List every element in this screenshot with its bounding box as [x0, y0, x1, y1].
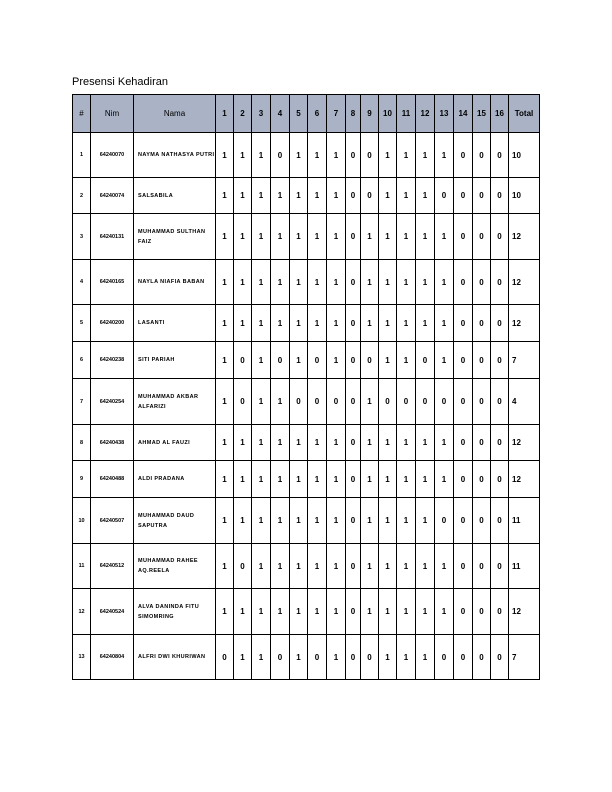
attendance-mark: 1: [379, 635, 397, 680]
attendance-mark: 1: [252, 544, 271, 589]
attendance-mark: 1: [216, 461, 234, 498]
attendance-mark: 1: [216, 305, 234, 342]
header-meeting-4: 4: [271, 95, 290, 133]
header-no: #: [73, 95, 91, 133]
table-row: [73, 133, 540, 178]
attendance-mark: 1: [234, 425, 252, 461]
row-number: 1: [73, 133, 91, 178]
attendance-mark: 1: [271, 589, 290, 635]
student-name: LASANTI: [134, 305, 216, 342]
row-number: 13: [73, 635, 91, 680]
attendance-mark: 1: [379, 425, 397, 461]
attendance-mark: 0: [491, 635, 509, 680]
attendance-mark: 1: [308, 133, 327, 178]
attendance-mark: 1: [234, 260, 252, 305]
attendance-mark: 0: [491, 178, 509, 214]
attendance-mark: 1: [397, 133, 416, 178]
attendance-mark: 1: [416, 425, 435, 461]
attendance-mark: 1: [397, 589, 416, 635]
header-meeting-15: 15: [473, 95, 491, 133]
attendance-total: 10: [509, 178, 540, 214]
attendance-mark: 1: [361, 544, 379, 589]
attendance-mark: 0: [473, 635, 491, 680]
attendance-mark: 1: [252, 498, 271, 544]
attendance-mark: 1: [327, 635, 346, 680]
student-nim: 64240200: [91, 305, 134, 342]
attendance-mark: 1: [327, 498, 346, 544]
attendance-mark: 1: [216, 214, 234, 260]
attendance-mark: 1: [327, 133, 346, 178]
header-meeting-16: 16: [491, 95, 509, 133]
attendance-mark: 0: [346, 260, 361, 305]
attendance-mark: 1: [271, 260, 290, 305]
attendance-mark: 0: [473, 178, 491, 214]
attendance-mark: 1: [252, 461, 271, 498]
row-number: 5: [73, 305, 91, 342]
attendance-mark: 1: [435, 305, 454, 342]
table-row: [73, 498, 540, 544]
student-name: ALVA DANINDA FITU SIMOMRING: [134, 589, 216, 635]
row-number: 12: [73, 589, 91, 635]
attendance-mark: 0: [473, 342, 491, 379]
attendance-mark: 1: [216, 544, 234, 589]
attendance-mark: 0: [454, 589, 473, 635]
attendance-mark: 0: [234, 342, 252, 379]
attendance-mark: 0: [454, 498, 473, 544]
attendance-mark: 0: [454, 214, 473, 260]
attendance-mark: 1: [216, 342, 234, 379]
attendance-mark: 1: [271, 498, 290, 544]
header-meeting-9: 9: [361, 95, 379, 133]
attendance-mark: 0: [346, 589, 361, 635]
header-nim: Nim: [91, 95, 134, 133]
student-name: SALSABILA: [134, 178, 216, 214]
attendance-mark: 1: [290, 544, 308, 589]
page-title: Presensi Kehadiran: [72, 76, 169, 88]
attendance-mark: 0: [454, 544, 473, 589]
attendance-mark: 1: [416, 178, 435, 214]
attendance-mark: 1: [327, 589, 346, 635]
table-row: [73, 379, 540, 425]
attendance-mark: 1: [379, 461, 397, 498]
attendance-mark: 1: [234, 635, 252, 680]
attendance-mark: 0: [454, 635, 473, 680]
row-number: 7: [73, 379, 91, 425]
student-nim: 64240254: [91, 379, 134, 425]
attendance-mark: 1: [308, 544, 327, 589]
student-nim: 64240804: [91, 635, 134, 680]
table-row: [73, 260, 540, 305]
attendance-mark: 1: [379, 305, 397, 342]
attendance-mark: 0: [454, 342, 473, 379]
attendance-mark: 1: [361, 425, 379, 461]
attendance-total: 10: [509, 133, 540, 178]
attendance-mark: 1: [416, 589, 435, 635]
row-number: 8: [73, 425, 91, 461]
student-name: AHMAD AL FAUZI: [134, 425, 216, 461]
attendance-total: 12: [509, 589, 540, 635]
attendance-mark: 0: [491, 214, 509, 260]
attendance-mark: 0: [473, 214, 491, 260]
attendance-mark: 1: [290, 305, 308, 342]
header-meeting-7: 7: [327, 95, 346, 133]
attendance-mark: 1: [327, 425, 346, 461]
attendance-mark: 0: [346, 425, 361, 461]
attendance-mark: 1: [416, 133, 435, 178]
attendance-mark: 0: [290, 379, 308, 425]
attendance-mark: 0: [346, 635, 361, 680]
header-total: Total: [509, 95, 540, 133]
attendance-mark: 0: [473, 498, 491, 544]
attendance-mark: 1: [271, 178, 290, 214]
student-name: SITI PARIAH: [134, 342, 216, 379]
attendance-mark: 1: [290, 498, 308, 544]
attendance-mark: 0: [473, 544, 491, 589]
attendance-mark: 1: [416, 214, 435, 260]
attendance-mark: 0: [379, 379, 397, 425]
attendance-mark: 1: [397, 498, 416, 544]
attendance-mark: 1: [252, 178, 271, 214]
header-meeting-14: 14: [454, 95, 473, 133]
attendance-mark: 1: [290, 342, 308, 379]
attendance-mark: 1: [308, 305, 327, 342]
attendance-mark: 1: [379, 178, 397, 214]
header-meeting-1: 1: [216, 95, 234, 133]
attendance-mark: 0: [346, 178, 361, 214]
attendance-mark: 0: [454, 425, 473, 461]
attendance-mark: 1: [290, 589, 308, 635]
header-meeting-5: 5: [290, 95, 308, 133]
attendance-mark: 0: [491, 589, 509, 635]
row-number: 2: [73, 178, 91, 214]
attendance-mark: 1: [290, 635, 308, 680]
attendance-table: [72, 94, 540, 680]
attendance-mark: 0: [271, 342, 290, 379]
attendance-mark: 1: [327, 260, 346, 305]
attendance-mark: 0: [346, 133, 361, 178]
attendance-mark: 1: [397, 544, 416, 589]
attendance-mark: 0: [491, 544, 509, 589]
student-nim: 64240070: [91, 133, 134, 178]
student-nim: 64240165: [91, 260, 134, 305]
attendance-mark: 1: [271, 214, 290, 260]
attendance-mark: 1: [397, 260, 416, 305]
attendance-mark: 0: [454, 260, 473, 305]
attendance-mark: 1: [271, 461, 290, 498]
student-nim: 64240507: [91, 498, 134, 544]
header-meeting-12: 12: [416, 95, 435, 133]
table-row: [73, 635, 540, 680]
attendance-mark: 0: [397, 379, 416, 425]
student-name: MUHAMMAD AKBAR ALFARIZI: [134, 379, 216, 425]
attendance-mark: 1: [252, 635, 271, 680]
attendance-mark: 1: [271, 379, 290, 425]
attendance-mark: 1: [379, 260, 397, 305]
attendance-mark: 1: [361, 305, 379, 342]
attendance-mark: 1: [361, 379, 379, 425]
student-name: ALDI PRADANA: [134, 461, 216, 498]
attendance-mark: 0: [473, 589, 491, 635]
attendance-mark: 0: [308, 379, 327, 425]
attendance-mark: 1: [379, 133, 397, 178]
attendance-mark: 1: [379, 589, 397, 635]
attendance-mark: 1: [290, 214, 308, 260]
attendance-mark: 0: [361, 635, 379, 680]
attendance-mark: 0: [234, 379, 252, 425]
attendance-mark: 0: [346, 544, 361, 589]
student-name: MUHAMMAD DAUD SAPUTRA: [134, 498, 216, 544]
attendance-mark: 1: [216, 379, 234, 425]
attendance-mark: 1: [361, 461, 379, 498]
attendance-mark: 1: [234, 461, 252, 498]
student-nim: 64240488: [91, 461, 134, 498]
attendance-mark: 1: [416, 461, 435, 498]
table-row: [73, 589, 540, 635]
attendance-mark: 1: [290, 260, 308, 305]
attendance-mark: 0: [473, 133, 491, 178]
row-number: 3: [73, 214, 91, 260]
attendance-total: 7: [509, 342, 540, 379]
row-number: 6: [73, 342, 91, 379]
attendance-mark: 1: [308, 214, 327, 260]
attendance-mark: 1: [290, 461, 308, 498]
attendance-mark: 0: [234, 544, 252, 589]
attendance-mark: 1: [308, 260, 327, 305]
student-nim: 64240512: [91, 544, 134, 589]
attendance-mark: 1: [435, 342, 454, 379]
attendance-mark: 0: [473, 425, 491, 461]
attendance-mark: 0: [416, 342, 435, 379]
attendance-mark: 1: [252, 305, 271, 342]
student-name: ALFRI DWI KHURIWAN: [134, 635, 216, 680]
attendance-mark: 1: [361, 589, 379, 635]
attendance-mark: 0: [308, 342, 327, 379]
attendance-mark: 1: [435, 260, 454, 305]
attendance-total: 12: [509, 214, 540, 260]
header-meeting-3: 3: [252, 95, 271, 133]
row-number: 4: [73, 260, 91, 305]
attendance-mark: 1: [308, 425, 327, 461]
attendance-mark: 1: [234, 305, 252, 342]
attendance-mark: 1: [361, 214, 379, 260]
header-row: [73, 95, 540, 133]
attendance-mark: 0: [271, 133, 290, 178]
header-meeting-13: 13: [435, 95, 454, 133]
attendance-mark: 0: [491, 461, 509, 498]
attendance-mark: 0: [473, 461, 491, 498]
attendance-mark: 1: [416, 260, 435, 305]
attendance-total: 7: [509, 635, 540, 680]
attendance-mark: 0: [308, 635, 327, 680]
attendance-mark: 1: [308, 461, 327, 498]
attendance-mark: 1: [416, 498, 435, 544]
student-nim: 64240524: [91, 589, 134, 635]
attendance-mark: 1: [327, 178, 346, 214]
attendance-total: 11: [509, 498, 540, 544]
table-row: [73, 425, 540, 461]
attendance-total: 11: [509, 544, 540, 589]
attendance-mark: 0: [491, 133, 509, 178]
student-nim: 64240131: [91, 214, 134, 260]
attendance-mark: 0: [346, 342, 361, 379]
attendance-mark: 0: [435, 635, 454, 680]
attendance-mark: 0: [454, 461, 473, 498]
attendance-mark: 1: [379, 544, 397, 589]
attendance-mark: 1: [435, 544, 454, 589]
student-nim: 64240238: [91, 342, 134, 379]
attendance-total: 12: [509, 260, 540, 305]
attendance-mark: 0: [473, 305, 491, 342]
attendance-total: 12: [509, 425, 540, 461]
attendance-mark: 0: [346, 379, 361, 425]
student-name: NAYLA NIAFIA BABAN: [134, 260, 216, 305]
student-name: MUHAMMAD RAHEE AQ.REELA: [134, 544, 216, 589]
table-row: [73, 305, 540, 342]
attendance-mark: 1: [234, 214, 252, 260]
attendance-mark: 0: [435, 498, 454, 544]
attendance-mark: 0: [271, 635, 290, 680]
attendance-mark: 0: [473, 379, 491, 425]
attendance-mark: 0: [491, 305, 509, 342]
attendance-mark: 0: [327, 379, 346, 425]
attendance-mark: 0: [454, 305, 473, 342]
attendance-mark: 1: [361, 498, 379, 544]
row-number: 11: [73, 544, 91, 589]
attendance-mark: 1: [252, 379, 271, 425]
student-nim: 64240438: [91, 425, 134, 461]
attendance-mark: 0: [473, 260, 491, 305]
row-number: 10: [73, 498, 91, 544]
attendance-mark: 1: [435, 589, 454, 635]
attendance-mark: 1: [397, 214, 416, 260]
attendance-mark: 1: [416, 635, 435, 680]
attendance-mark: 0: [435, 178, 454, 214]
attendance-mark: 0: [361, 342, 379, 379]
table-row: [73, 342, 540, 379]
attendance-mark: 1: [216, 178, 234, 214]
header-meeting-11: 11: [397, 95, 416, 133]
attendance-mark: 0: [454, 178, 473, 214]
attendance-mark: 1: [397, 178, 416, 214]
attendance-mark: 1: [435, 133, 454, 178]
attendance-mark: 1: [435, 461, 454, 498]
attendance-mark: 1: [435, 425, 454, 461]
attendance-mark: 1: [252, 342, 271, 379]
attendance-mark: 1: [234, 133, 252, 178]
table-row: [73, 544, 540, 589]
table-row: [73, 214, 540, 260]
attendance-mark: 1: [252, 260, 271, 305]
attendance-mark: 1: [252, 425, 271, 461]
attendance-mark: 0: [491, 498, 509, 544]
attendance-mark: 1: [252, 214, 271, 260]
student-name: NAYMA NATHASYA PUTRI: [134, 133, 216, 178]
attendance-mark: 1: [308, 178, 327, 214]
attendance-total: 12: [509, 461, 540, 498]
attendance-mark: 1: [216, 498, 234, 544]
attendance-mark: 1: [290, 133, 308, 178]
attendance-mark: 0: [361, 178, 379, 214]
header-meeting-6: 6: [308, 95, 327, 133]
attendance-mark: 1: [271, 544, 290, 589]
attendance-mark: 0: [346, 498, 361, 544]
attendance-mark: 1: [379, 498, 397, 544]
header-meeting-2: 2: [234, 95, 252, 133]
header-meeting-10: 10: [379, 95, 397, 133]
student-nim: 64240074: [91, 178, 134, 214]
attendance-mark: 1: [290, 178, 308, 214]
attendance-mark: 0: [361, 133, 379, 178]
attendance-mark: 1: [379, 342, 397, 379]
attendance-mark: 1: [271, 425, 290, 461]
attendance-mark: 1: [252, 589, 271, 635]
attendance-mark: 1: [271, 305, 290, 342]
attendance-mark: 1: [308, 589, 327, 635]
attendance-mark: 0: [435, 379, 454, 425]
attendance-mark: 0: [491, 425, 509, 461]
attendance-mark: 0: [346, 305, 361, 342]
attendance-mark: 0: [346, 461, 361, 498]
attendance-mark: 1: [216, 589, 234, 635]
attendance-mark: 0: [454, 379, 473, 425]
attendance-mark: 1: [216, 425, 234, 461]
attendance-mark: 1: [397, 342, 416, 379]
attendance-mark: 1: [397, 425, 416, 461]
header-nama: Nama: [134, 95, 216, 133]
attendance-mark: 1: [234, 589, 252, 635]
attendance-total: 12: [509, 305, 540, 342]
attendance-mark: 0: [454, 133, 473, 178]
attendance-mark: 1: [290, 425, 308, 461]
attendance-total: 4: [509, 379, 540, 425]
attendance-mark: 1: [327, 342, 346, 379]
attendance-mark: 1: [435, 214, 454, 260]
attendance-mark: 1: [397, 305, 416, 342]
attendance-mark: 1: [216, 133, 234, 178]
attendance-mark: 1: [327, 214, 346, 260]
attendance-mark: 0: [216, 635, 234, 680]
table-row: [73, 178, 540, 214]
attendance-mark: 0: [416, 379, 435, 425]
attendance-mark: 1: [416, 544, 435, 589]
attendance-mark: 1: [361, 260, 379, 305]
attendance-mark: 1: [327, 305, 346, 342]
attendance-mark: 0: [491, 260, 509, 305]
attendance-mark: 0: [346, 214, 361, 260]
student-name: MUHAMMAD SULTHAN FAIZ: [134, 214, 216, 260]
attendance-mark: 0: [491, 342, 509, 379]
attendance-mark: 1: [379, 214, 397, 260]
attendance-mark: 1: [216, 260, 234, 305]
attendance-mark: 1: [327, 461, 346, 498]
row-number: 9: [73, 461, 91, 498]
attendance-mark: 1: [397, 461, 416, 498]
attendance-mark: 1: [252, 133, 271, 178]
attendance-mark: 1: [234, 498, 252, 544]
attendance-mark: 1: [416, 305, 435, 342]
header-meeting-8: 8: [346, 95, 361, 133]
attendance-mark: 0: [491, 379, 509, 425]
table-row: [73, 461, 540, 498]
attendance-mark: 1: [234, 178, 252, 214]
attendance-mark: 1: [327, 544, 346, 589]
attendance-mark: 1: [397, 635, 416, 680]
attendance-mark: 1: [308, 498, 327, 544]
